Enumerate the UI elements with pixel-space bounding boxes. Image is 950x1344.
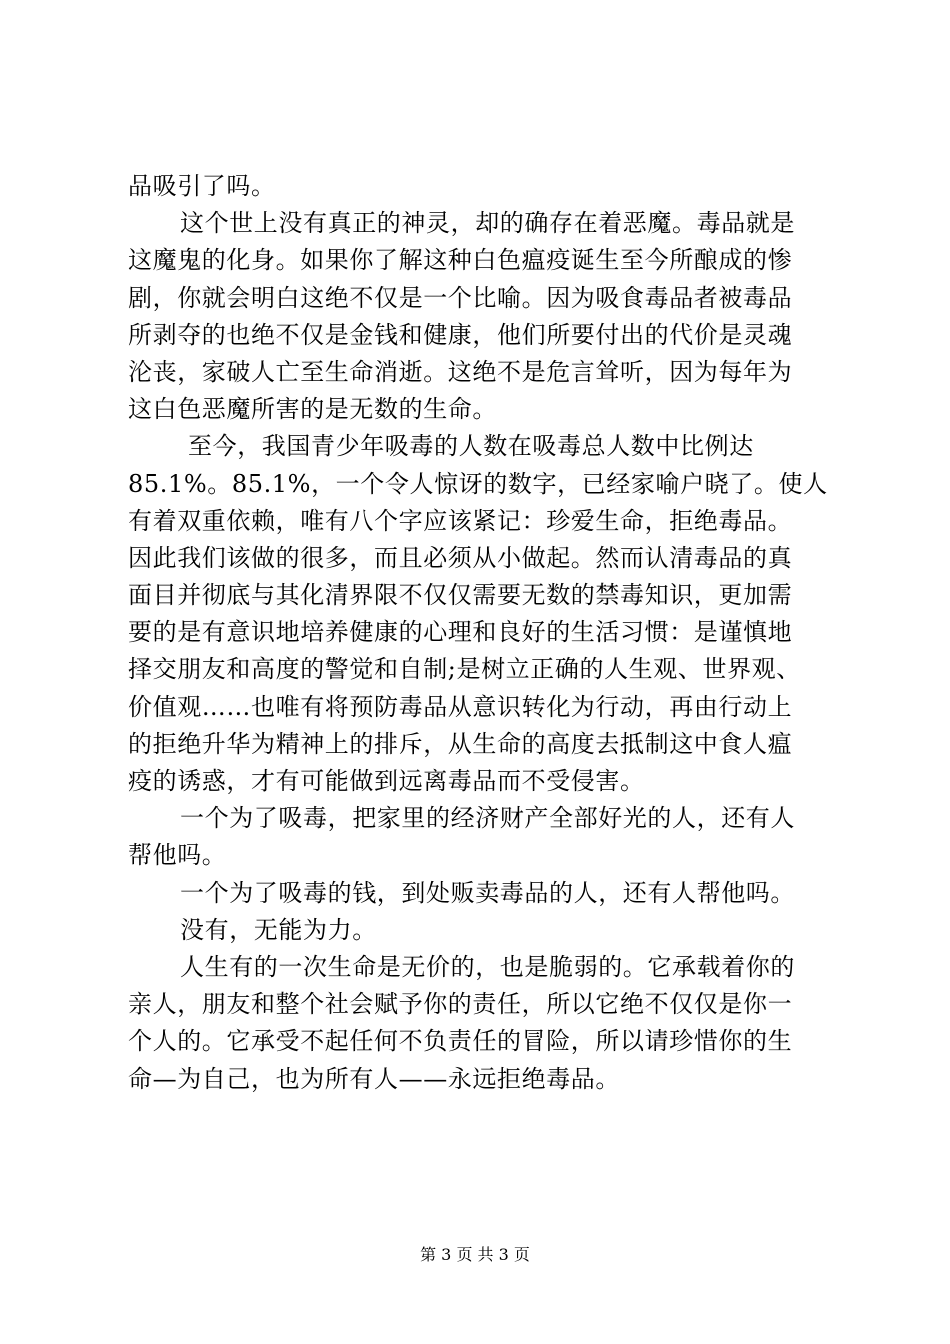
text-line: 剧，你就会明白这绝不仅是一个比喻。因为吸食毒品者被毒品 [128, 283, 793, 312]
text-line: 人生有的一次生命是无价的，也是脆弱的。它承载着你的 [180, 952, 795, 981]
text-line: 因此我们该做的很多，而且必须从小做起。然而认清毒品的真 [128, 543, 793, 572]
text-line: 一个为了吸毒，把家里的经济财产全部好光的人，还有人 [180, 804, 795, 833]
text-line: 这魔鬼的化身。如果你了解这种白色瘟疫诞生至今所酿成的惨 [128, 246, 793, 275]
text-line: 85.1%。85.1%，一个令人惊讶的数字，已经家喻户晓了。使人 [128, 469, 828, 498]
document-body [128, 168, 838, 1098]
text-line: 的拒绝升华为精神上的排斥，从生命的高度去抵制这中食人瘟 [128, 729, 793, 758]
text-line: 个人的。它承受不起任何不负责任的冒险，所以请珍惜你的生 [128, 1027, 793, 1056]
page-number-footer: 第 3 页 共 3 页 [420, 1245, 530, 1264]
text-line: 所剥夺的也绝不仅是金钱和健康，他们所要付出的代价是灵魂 [128, 320, 793, 349]
text-line: 有着双重依赖，唯有八个字应该紧记：珍爱生命，拒绝毒品。 [128, 506, 793, 535]
text-line: 一个为了吸毒的钱，到处贩卖毒品的人，还有人帮他吗。 [180, 878, 795, 907]
text-line: 帮他吗。 [128, 841, 227, 870]
text-line: 疫的诱惑，才有可能做到远离毒品而不受侵害。 [128, 767, 645, 795]
text-line: 这个世上没有真正的神灵，却的确存在着恶魔。毒品就是 [180, 209, 795, 238]
text-line: 亲人，朋友和整个社会赋予你的责任，所以它绝不仅仅是你一 [128, 990, 793, 1019]
text-line: 沦丧，家破人亡至生命消逝。这绝不是危言耸听，因为每年为 [128, 357, 793, 386]
text-line: 命—为自己，也为所有人——永远拒绝毒品。 [128, 1064, 620, 1093]
text-line: 品吸引了吗。 [128, 172, 276, 200]
text-line: 价值观……也唯有将预防毒品从意识转化为行动，再由行动上 [128, 692, 793, 721]
text-line: 至今，我国青少年吸毒的人数在吸毒总人数中比例达 [188, 432, 754, 461]
text-line: 没有，无能为力。 [180, 915, 377, 944]
text-line: 要的是有意识地培养健康的心理和良好的生活习惯：是谨慎地 [128, 618, 793, 647]
text-line: 择交朋友和高度的警觉和自制;是树立正确的人生观、世界观、 [128, 655, 801, 684]
text-line: 面目并彻底与其化清界限不仅仅需要无数的禁毒知识，更加需 [128, 581, 793, 610]
text-line: 这白色恶魔所害的是无数的生命。 [128, 395, 497, 424]
